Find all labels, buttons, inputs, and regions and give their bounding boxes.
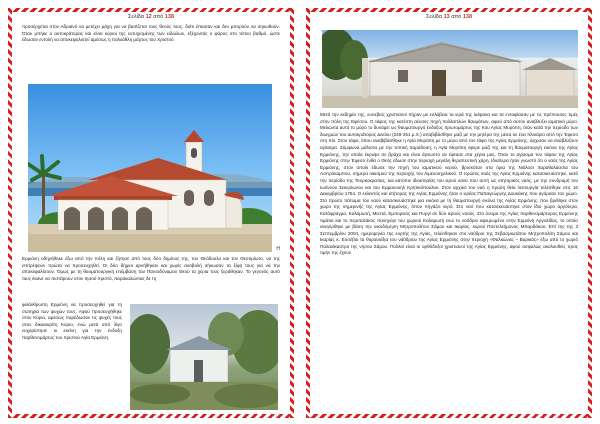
page-border-top xyxy=(306,8,592,12)
page-border-left xyxy=(306,8,310,418)
page-border-top xyxy=(8,8,294,12)
corner-mark: Η xyxy=(276,246,280,252)
page-border-bottom xyxy=(8,414,294,418)
page-counter-sep: από xyxy=(153,14,164,20)
body-paragraph: Ερμιόνη οδηγήθηκε έξω από την πόλη και ζήτησε από τους δύο δημίους της, τον Θεόδουλο και τον Θεοτιμίωτο, να της επιτρέψουν πρώτα να προσευχηθεί. Οι δύο δήμιοι αρνήθηκαν και χωρίς αναβολή σήκωσαν τα ξίφη τους για να την αποκεφαλίσουν. Όμως με τη θαυματουργική επέμβαση του Παντοδύναμου Θεού τα χέρια τους ξεράθηκαν. Το γεγονός αυτό τους έκανε να πιστέψουν στον Ιησού Χριστό, παρακαλώντας δε τη xyxy=(22,256,280,281)
page-border-bottom xyxy=(306,414,592,418)
page-border-right xyxy=(588,8,592,418)
church-photo xyxy=(28,84,272,252)
stone-chapel-illustration xyxy=(322,30,578,108)
page-border-left xyxy=(8,8,12,418)
page-counter xyxy=(306,14,592,20)
page-border-right xyxy=(290,8,294,418)
chapel-illustration xyxy=(130,304,278,410)
page-counter-prefix: Σελίδα xyxy=(425,14,443,20)
page-counter-sep: από xyxy=(451,14,462,20)
page-counter-total: 138 xyxy=(164,14,175,20)
chapel-photo xyxy=(130,304,278,410)
church-illustration xyxy=(28,84,272,252)
page-counter-current: 12 xyxy=(145,14,152,20)
page-counter-prefix: Σελίδα xyxy=(127,14,145,20)
page-counter-current: 13 xyxy=(443,14,450,20)
page-counter xyxy=(8,14,294,20)
intro-paragraph: προσέρχεται στον Αδριανό να μετέχει μάχη για να βασίζεται τους θεούς τους, διότι έπιασαν και δεν μπορούν να σηκωθούν. Όταν μπήκε ο αυτοκράτορας και είναι κύριοι της ευτυχισμένης των ειδώλων, εξέχοντάς ο φάρος στο τέτοιο βαθμό, ώστε έδωσαν εντολή να αποκεφαλιστεί αμέσως η πολυάθλη μάρτυς του Χριστού. xyxy=(22,24,280,43)
page-right xyxy=(306,8,592,418)
body-paragraph-continued: φιλάνθρωπη Ερμιόνη να προσευχηθεί για τη σωτηρία των ψυχών τους. Αφού προσευχήθηκε στον Κύριο, αμέσως παρέδωσαν τις ψυχές τους στον δικαιοκρίτη Κύριο, ενώ μετά από λίγο ευχαρίστησε κι εκείνη για την ένδοξη παρθενομάρτυς του Χριστού Αγία Ερμιόνη. xyxy=(22,302,122,340)
stone-chapel-photo xyxy=(322,30,578,108)
page-left xyxy=(8,8,294,418)
body-paragraph: Μετά την εκδημία της, ευσεβείς χριστιανοί πήραν με ευλάβεια τα ιερά της λείψανα και τα ενταφίασαν με τις πρέπουσες τιμές στην πόλη της Εφέσου. Ο τάφος της κατέστη αέναος πηγή πολλαπλών θαυμάτων, αφού από αυτόν αναβλύζει ιαματικό μύρο. Μελώντα αυτό το μύρο το δυνάμει ως θαυματουργό ένδοξος πρωτομάρτυς της Κου Αγίας Μυρόπη, όταν κατά την περίοδο των διωγμών του αυτοκράτορος Δεκίου (249-251 μ.Χ.) αποβιβάσθηκε μαζί με την μητέρα της μέσα σε ένα πλοιάριο από την Έφεσο στη Χίο. Στον τάφο, όπου αναβιβάσθηκε η Αγία Μυρόπη με το μύρο από τον τάφο της Αγίας Ερμιόνης, άρχισαν να αναβλύζουν αγίασμα. Σύμφωνα μάλιστα με την τοπική παράδοση, η Αγία Μυρόπη έφερε μαζί της και τη θαυματουργή εικόνα της Αγίας Ερμιόνης, την οποία έκρυψε σε βράχο και είναι άγνωστο αν έφτασε στα χέρια μας. Όταν το αγίασμα του τάφου της Αγίας Ερμιόνης στην Έφεσο ένθα ο Θεός έδωσε στην περιοχή μεγάλη θεραπευτική χάρη. Ιδιαίτερα ήταν γνωστό ότι ο ναός της Αγίας Ερμιόνης, στον οποίο έδωσε την πηγή του ιαματικού νερού, βρισκόταν στα όρια της Νιόλοσι παραθαλάσσια του Ασπρόκαμπου, σήμερα οικισμού της περιοχής του Λιμενοσχολικού. Ο πρώτος ναός της Αγίας Ερμιόνης κατασκευάστηκε, κατά την περίοδο της Τουρκοκρατίας, και κατόπιν ιδιοκτησίας του ιερού ναού που αυτή ως κτητορικός ναός, με την συνδρομή του Ιωάννου Σεκερίωνου και του Εμμανουήλ Κρητικόπουλου. Στον αρχικό του ναό η πρώτη θεία λειτουργία τελέσθηκε στις 16 Δεκεμβρίου 1754. Ο εκλεκτός και κτήτορας της Αγίας Ερμιόνης ήταν ο ιερέας Παπαγεώργης Δουκάκης που αγόρασε τον χώρο. Στο πρώτο πάτωμα του ναού κατασκευάστηκε μια εικόνα με τη θαυματουργή εικόνα της Αγίας Ερμιόνης, που βρέθηκε στον χώρο της σημερινής της Αγίας Ερμιόνης, όπου πηγάζει νερό. Στο ναό που κατασκευάστηκε στον ίδιο χώρο αργότερα, Κατάφραγμα, Καλαμωτή, Μεστά, Εμπορειός και Πυργί σε δύο ιερούς ναούς. Στο όνομα της Αγίας παρθενομάρτυρος Ερμιόνης τιμάται και το περιπατάκος πανηγύρι του χωριού Καλαμωτή ενώ το ναΰδριο αφιερωμένο στην Ερμιόνη Αργολίδας, το οποίο ανεγέρθηκε με βάση την οικοδόμηση Μητροπολίτου Σάμου και Ικαρίας, κυρού Παντελεήμονος Μπαρδάκου. Επί της της 3 Σεπτεμβρίου 2004, ημερομηνία της εορτής της Αγίας, τελέσθηκαν στο ναΰδριο της Σεβασμιωτάτου Μητροπολίτη Σάμου και Ικαρίας κ. Ευσέβιο τα θυρανοίξια του ναΰδριου της Αγίας Ερμιόνης στην περιοχή «Φαλκώνας – Βαρκιάς» έξω από το χωριό Παλαιόκαστρο της νήσου Σάμου. Πολλοί είναι οι ορθόδοξοι χριστιανοί της Αγίας Ερμιόνης, αφού ασφαλώς ακολουθείς προς τιμήν της έχουν xyxy=(320,112,578,256)
page-counter-total: 138 xyxy=(462,14,473,20)
